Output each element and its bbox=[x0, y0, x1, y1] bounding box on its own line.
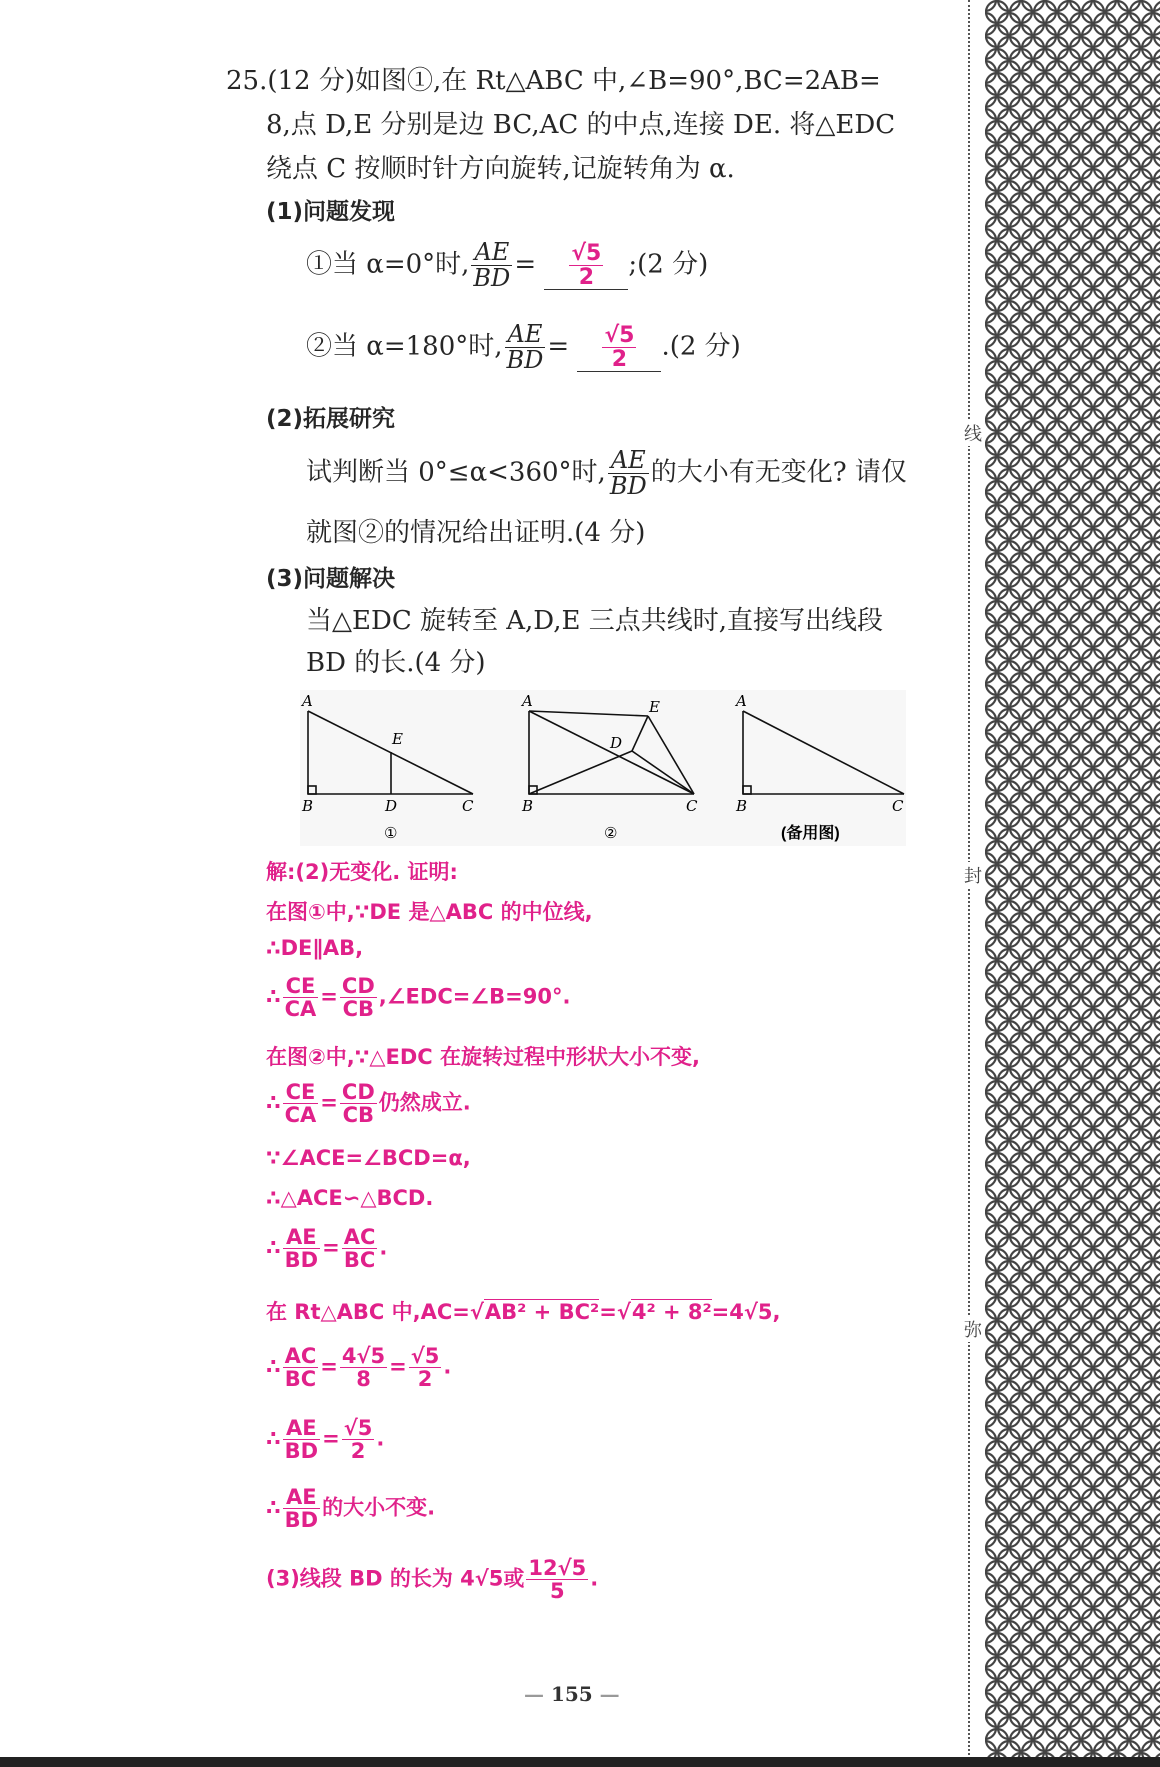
equals: = bbox=[599, 1300, 617, 1324]
part2-suffix: 的大小有无变化? 请仅 bbox=[650, 457, 907, 488]
solution-line-9 bbox=[266, 1226, 387, 1271]
part3-title: (3)问题解决 bbox=[266, 566, 396, 592]
frac-ce-ca bbox=[283, 1081, 319, 1126]
frac-numerator: AE bbox=[283, 1226, 320, 1249]
part1-b: ②当 α=180°时, $\frac{AE}{BD}$ = $\frac{√5}{2}$ .(2 分) bbox=[306, 320, 741, 375]
frac-denominator: CA bbox=[284, 1103, 317, 1128]
ratio-denominator: BD bbox=[473, 264, 511, 293]
frac-denominator: CA bbox=[284, 997, 317, 1022]
question-line-3: 绕点 C 按顺时针方向旋转,记旋转角为 α. bbox=[266, 154, 735, 184]
therefore-symbol: ∴ bbox=[266, 1495, 281, 1520]
part2-prefix: 试判断当 0°≤α<360°时, bbox=[306, 457, 606, 488]
frac-root5-2 bbox=[409, 1345, 442, 1390]
ratio-fraction bbox=[608, 448, 649, 499]
solution-line-12 bbox=[266, 1417, 384, 1462]
solution-line-4 bbox=[266, 975, 570, 1020]
fig1-label-a: A bbox=[302, 692, 313, 710]
therefore-symbol: ∴ bbox=[266, 1235, 281, 1260]
equals: = bbox=[322, 1235, 340, 1260]
part2-line-1 bbox=[306, 448, 907, 499]
answer-numerator: √5 bbox=[604, 322, 635, 348]
equals: = bbox=[389, 1354, 407, 1379]
solution-line-2: 在图①中,∵DE 是△ABC 的中位线, bbox=[266, 900, 593, 924]
frac-numerator: CE bbox=[283, 975, 319, 998]
frac-numerator: CD bbox=[341, 1080, 375, 1104]
ratio-numerator: AE bbox=[505, 322, 546, 348]
fig2-caption: ② bbox=[604, 824, 618, 842]
solution-line-6 bbox=[266, 1081, 471, 1126]
ratio-denominator: BD bbox=[506, 346, 544, 375]
solution-line-7: ∵∠ACE=∠BCD=α, bbox=[266, 1146, 471, 1170]
frac-numerator: √5 bbox=[410, 1344, 440, 1368]
fig2-label-e: E bbox=[649, 698, 660, 716]
frac-4root5-8 bbox=[340, 1345, 387, 1390]
solution-line-11 bbox=[266, 1345, 451, 1390]
fig3-caption: (备用图) bbox=[781, 825, 840, 842]
frac-ae-bd bbox=[283, 1417, 320, 1462]
part1-b-prefix: ②当 α=180°时, bbox=[306, 331, 503, 362]
period: . bbox=[443, 1354, 452, 1379]
answer-fraction-2 bbox=[602, 324, 636, 371]
fig1-label-b: B bbox=[302, 797, 314, 815]
frac-ae-bd bbox=[283, 1226, 320, 1271]
period: . bbox=[379, 1235, 388, 1260]
lattice-pattern bbox=[985, 0, 1160, 1767]
frac-denominator: CB bbox=[342, 997, 375, 1022]
frac-ac-bc bbox=[342, 1226, 378, 1271]
answer-denominator: 2 bbox=[611, 346, 628, 372]
frac-cd-cb bbox=[340, 1081, 377, 1126]
solution-line-3: ∴DE∥AB, bbox=[266, 936, 364, 960]
binding-mark-middle: 封 bbox=[958, 862, 984, 888]
equals: = bbox=[320, 1354, 338, 1379]
ratio-fraction bbox=[505, 322, 546, 373]
frac-numerator: CD bbox=[341, 974, 375, 998]
solution-line-13-suffix: 的大小不变. bbox=[322, 1495, 436, 1520]
frac-12root5-5 bbox=[526, 1557, 588, 1602]
period: . bbox=[590, 1566, 599, 1591]
solution-line-5: 在图②中,∵△EDC 在旋转过程中形状大小不变, bbox=[266, 1045, 700, 1069]
frac-denominator: 2 bbox=[350, 1439, 366, 1464]
answer-blank-1 bbox=[544, 242, 628, 290]
frac-ce-ca bbox=[283, 975, 319, 1020]
frac-denominator: 5 bbox=[550, 1579, 565, 1604]
frac-numerator: AE bbox=[283, 1417, 320, 1440]
solution-line-10-suffix: =4√5, bbox=[711, 1300, 781, 1324]
solution-line-14-prefix: (3)线段 BD 的长为 4√5或 bbox=[266, 1566, 525, 1591]
fig3-label-a: A bbox=[736, 692, 747, 710]
question-line-2: 8,点 D,E 分别是边 BC,AC 的中点,连接 DE. 将△EDC bbox=[266, 110, 896, 140]
equals: = bbox=[320, 1090, 338, 1115]
page-dash-left: — bbox=[524, 1682, 551, 1706]
frac-denominator: CB bbox=[342, 1103, 375, 1128]
frac-denominator: 8 bbox=[356, 1367, 371, 1392]
answer-denominator: 2 bbox=[578, 264, 595, 290]
ratio-numerator: AE bbox=[608, 448, 649, 474]
fig2-label-a: A bbox=[522, 692, 533, 710]
part1-title: (1)问题发现 bbox=[266, 199, 396, 225]
part2-title: (2)拓展研究 bbox=[266, 406, 396, 432]
part1-a: ①当 α=0°时, $\frac{AE}{BD}$ = $\frac{√5}{2}$ ;(2 分) bbox=[306, 238, 709, 293]
ratio-numerator: AE bbox=[471, 240, 512, 266]
frac-ae-bd bbox=[283, 1486, 320, 1531]
frac-numerator: CE bbox=[283, 1081, 319, 1104]
answer-fraction-1 bbox=[569, 242, 603, 289]
frac-numerator: 4√5 bbox=[341, 1344, 386, 1368]
solution-line-13 bbox=[266, 1486, 435, 1531]
frac-cd-cb bbox=[340, 975, 377, 1020]
frac-denominator: BD bbox=[284, 1508, 319, 1533]
fig2-label-d: D bbox=[610, 734, 623, 752]
ratio-fraction bbox=[471, 240, 512, 291]
sqrt-radicand-2: 4² + 8² bbox=[631, 1300, 712, 1324]
therefore-symbol: ∴ bbox=[266, 1426, 281, 1451]
ratio-denominator: BD bbox=[609, 472, 647, 501]
page-number-value: 155 bbox=[550, 1682, 593, 1706]
frac-numerator: AC bbox=[343, 1225, 376, 1249]
sqrt-radicand-1: AB² + BC² bbox=[484, 1300, 600, 1324]
binding-mark-top: 线 bbox=[958, 420, 984, 446]
binding-mark-bottom: 弥 bbox=[958, 1316, 984, 1342]
part2-line-2: 就图②的情况给出证明.(4 分) bbox=[306, 518, 646, 548]
answer-blank-2 bbox=[577, 324, 661, 372]
fig2-label-c: C bbox=[686, 797, 698, 815]
frac-denominator: BC bbox=[284, 1367, 317, 1392]
page-dash-right: — bbox=[592, 1682, 620, 1706]
frac-denominator: BC bbox=[343, 1248, 376, 1273]
fig3-label-c: C bbox=[892, 797, 904, 815]
fig1-label-d: D bbox=[385, 797, 398, 815]
part3-line-2: BD 的长.(4 分) bbox=[306, 648, 486, 678]
frac-numerator: AC bbox=[284, 1344, 317, 1368]
period: . bbox=[376, 1426, 385, 1451]
solution-line-10: 在 Rt△ABC 中,AC=√AB² + BC²=√4² + 8²=4√5, bbox=[266, 1300, 781, 1324]
equals: = bbox=[322, 1426, 340, 1451]
part3-line-1: 当△EDC 旋转至 A,D,E 三点共线时,直接写出线段 bbox=[306, 606, 883, 636]
part1-a-prefix: ①当 α=0°时, bbox=[306, 249, 470, 280]
decorative-pattern-strip bbox=[985, 0, 1160, 1767]
frac-denominator: BD bbox=[284, 1248, 319, 1273]
frac-denominator: 2 bbox=[417, 1367, 433, 1392]
fig1-caption: ① bbox=[384, 824, 398, 842]
page-number bbox=[524, 1682, 620, 1706]
fig2-label-b: B bbox=[522, 797, 534, 815]
question-line-1: 25.(12 分)如图①,在 Rt△ABC 中,∠B=90°,BC=2AB= bbox=[226, 66, 881, 96]
bottom-edge-bar bbox=[0, 1757, 1160, 1767]
frac-ac-bc bbox=[283, 1345, 319, 1390]
frac-numerator: AE bbox=[283, 1486, 320, 1509]
therefore-symbol: ∴ bbox=[266, 984, 281, 1009]
solution-line-6-suffix: 仍然成立. bbox=[378, 1090, 471, 1115]
therefore-symbol: ∴ bbox=[266, 1090, 281, 1115]
equals: = bbox=[320, 984, 338, 1009]
solution-line-4-suffix: ,∠EDC=∠B=90°. bbox=[378, 984, 571, 1009]
fig1-label-c: C bbox=[462, 797, 474, 815]
solution-line-1: 解:(2)无变化. 证明: bbox=[266, 860, 458, 884]
answer-numerator: √5 bbox=[571, 240, 602, 266]
frac-root5-2 bbox=[342, 1417, 375, 1462]
part1-b-suffix: .(2 分) bbox=[661, 331, 741, 362]
therefore-symbol: ∴ bbox=[266, 1354, 281, 1379]
fig1-label-e: E bbox=[392, 730, 403, 748]
fig3-label-b: B bbox=[736, 797, 748, 815]
frac-numerator: √5 bbox=[343, 1416, 373, 1440]
solution-line-8: ∴△ACE∽△BCD. bbox=[266, 1186, 434, 1210]
geometry-figures bbox=[300, 690, 906, 846]
solution-line-14 bbox=[266, 1557, 598, 1602]
frac-denominator: BD bbox=[284, 1439, 319, 1464]
frac-numerator: 12√5 bbox=[528, 1556, 587, 1580]
solution-line-10-prefix: 在 Rt△ABC 中,AC= bbox=[266, 1300, 470, 1324]
part1-a-suffix: ;(2 分) bbox=[628, 249, 709, 280]
